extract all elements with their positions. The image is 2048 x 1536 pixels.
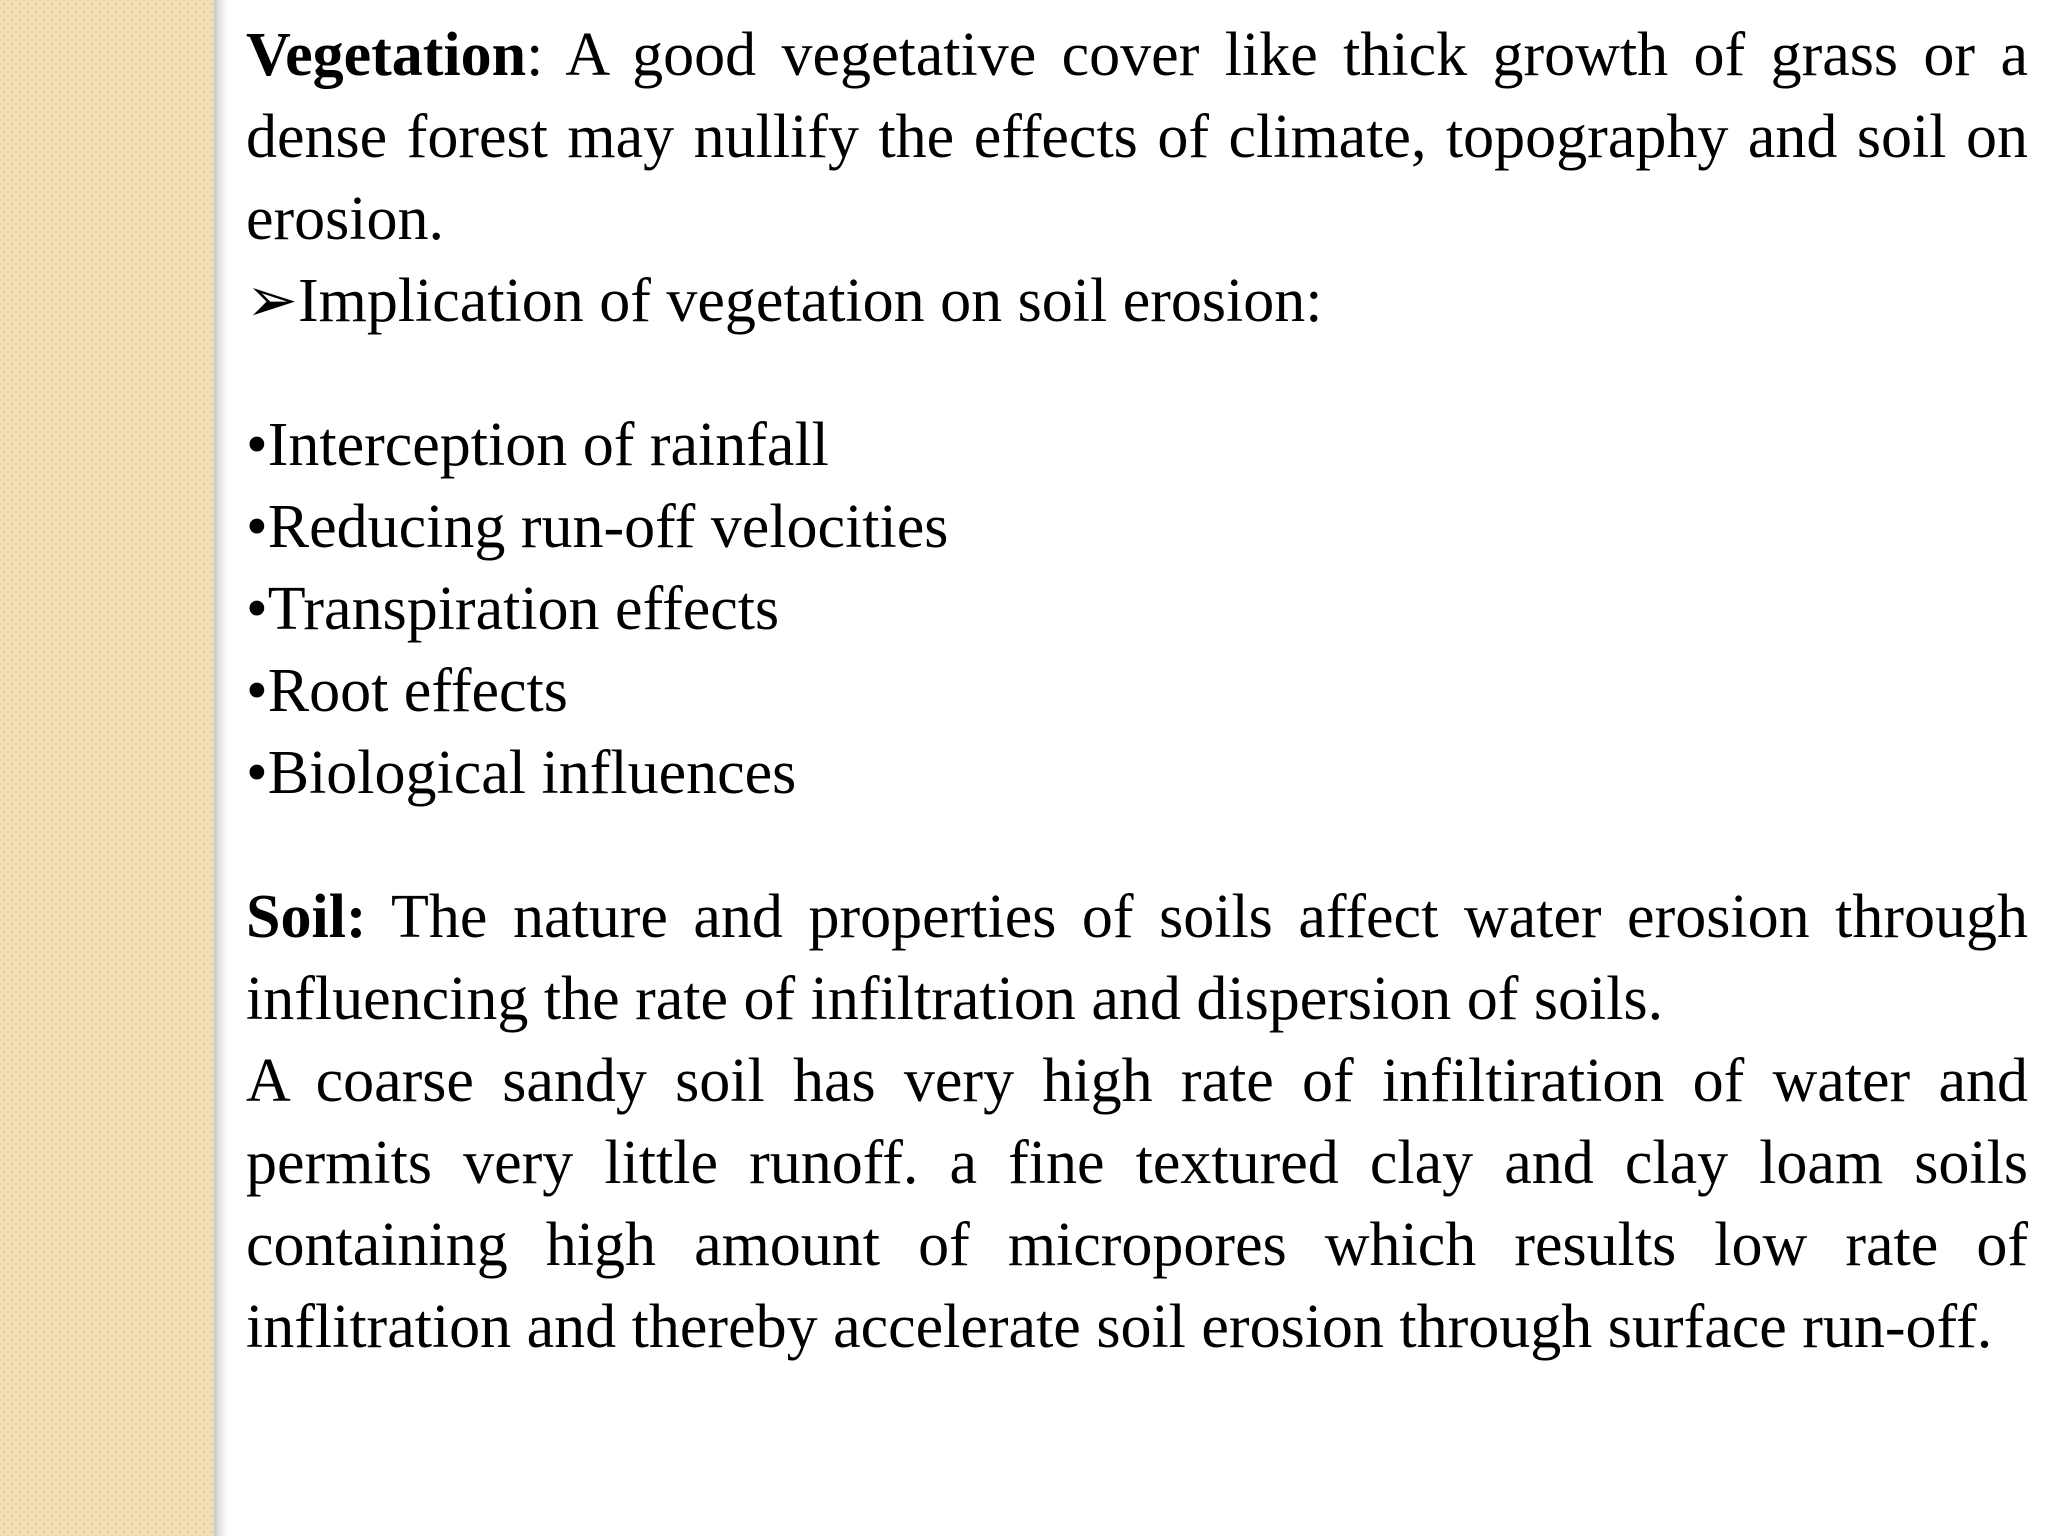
list-item [246,404,2028,486]
arrow-bullet-icon: ➢ [246,267,298,335]
bullet-dot-icon: • [246,575,268,643]
list-item-text: Interception of rainfall [267,411,829,479]
bullet-list [246,404,2028,814]
bullet-dot-icon: • [246,411,268,479]
list-item-text: Biological influences [267,739,797,807]
slide-content [246,14,2028,1368]
soil-paragraph [246,876,2028,1040]
spacer [246,814,2028,876]
list-item-text: Reducing run-off velocities [267,493,949,561]
side-strip-shadow [214,0,228,1536]
list-item [246,568,2028,650]
bullet-dot-icon: • [246,493,268,561]
list-item-text: Transpiration effects [267,575,780,643]
implication-heading [246,260,2028,342]
soil-text: The nature and properties of soils affect water erosion through influencing the rate of infiltration and dispersion of soils. [246,883,2028,1033]
list-item [246,650,2028,732]
vegetation-term: Vegetation [246,21,527,89]
list-item [246,732,2028,814]
decorative-side-strip [0,0,214,1536]
vegetation-text: : A good vegetative cover like thick growth of grass or a dense forest may nullify the effects of climate, topography and soil on erosion. [246,21,2028,253]
spacer [246,342,2028,404]
vegetation-paragraph [246,14,2028,260]
bullet-dot-icon: • [246,739,268,807]
bullet-dot-icon: • [246,657,268,725]
soil-term: Soil: [246,883,367,951]
list-item-text: Root effects [267,657,568,725]
list-item [246,486,2028,568]
soil-detail-paragraph: A coarse sandy soil has very high rate of infiltiration of water and permits very little runoff. a fine textured clay and clay loam soils containing high amount of micropores which results low rate of inflitration and thereby accelerate soil erosion through surface run-off. [246,1047,2028,1361]
implication-text: Implication of vegetation on soil erosion: [297,267,1323,335]
